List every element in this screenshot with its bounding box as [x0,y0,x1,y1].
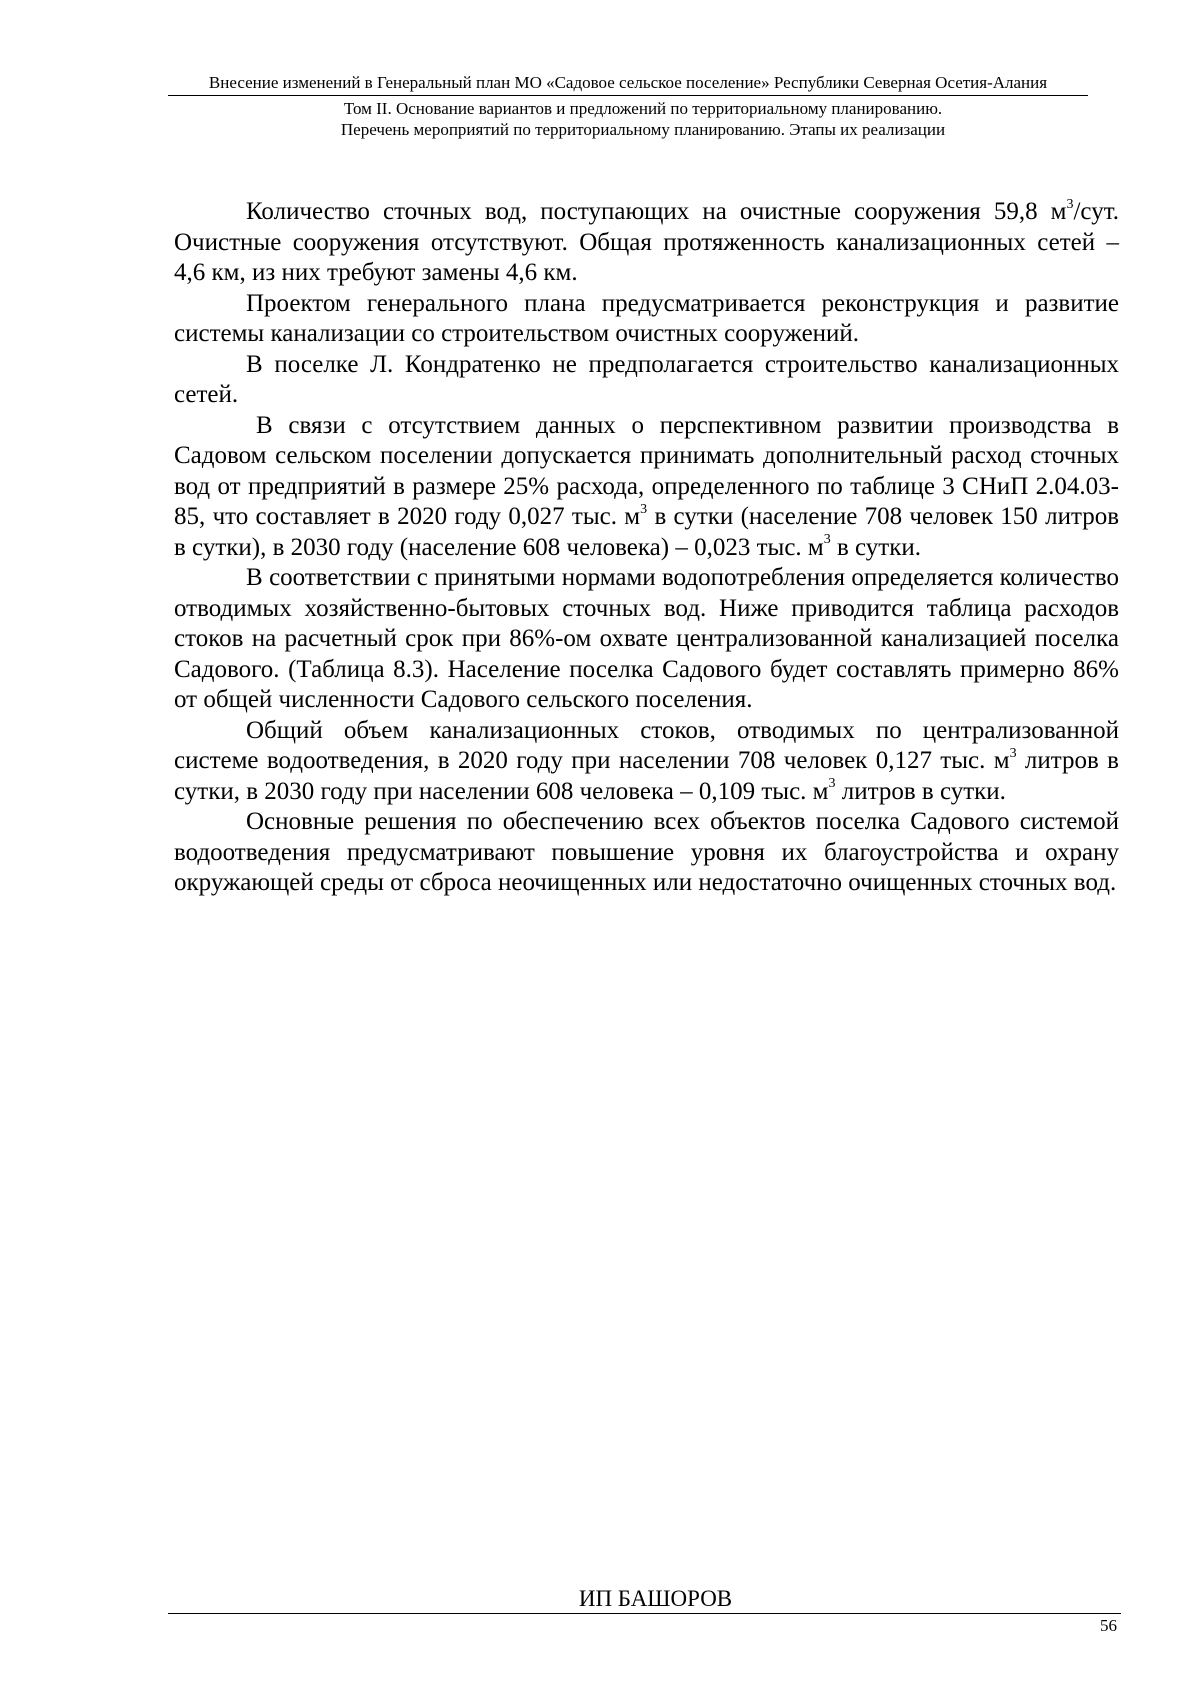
superscript: 3 [640,501,648,517]
paragraph-norms: В соответствии с принятыми нормами водопотребления определяется количество отводимых хозяйственно-бытовых сточных вод. Ниже приводится таблица расходов стоков на расчетный срок при 86%-ом охвате централизованной канализацией поселка Садового. (Таблица 8.3). Население поселка Садового будет составлять примерно 86% от общей численности Садового сельского поселения. [174,564,1119,713]
paragraph-wastewater-volume [174,197,1119,289]
paragraph-text: в сутки. [830,533,922,561]
superscript: 3 [1009,745,1017,761]
paragraph-text: /сут. Очистные сооружения отсутствуют. Общая протяженность канализационных сетей – 4,6 км, из них требуют замены 4,6 км. [174,198,1119,286]
paragraph-text: Общий объем канализационных стоков, отводимых по централизованной системе водоотведения, в 2020 году при населении 708 человек 0,127 тыс. м [174,716,1119,774]
header-subtitle-line1: Том II. Основание вариантов и предложений по территориальному планированию. [343,99,943,118]
header-divider [168,95,1088,96]
paragraph-text: литров в сутки, в 2030 году при населении 608 человека – 0,109 тыс. м [174,747,1119,805]
page-number: 56 [1100,1616,1117,1635]
paragraph-text: В связи с отсутствием данных о перспективном развитии производства в Садовом сельском поселении допускается принимать дополнительный расход сточных вод от предприятий в размере 25% расхода, определенного по таблице 3 СНиП 2.04.03-85, что составляет в 2020 году 0,027 тыс. м [174,411,1119,530]
paragraph-text: Количество сточных вод, поступающих на очистные сооружения 59,8 м [246,198,1067,225]
page-footer [168,1585,1121,1638]
paragraph-total-volume [174,716,1119,808]
document-body [174,197,1119,899]
header-subtitle-line2: Перечень мероприятий по территориальному планированию. Этапы их реализации [340,120,946,139]
superscript: 3 [828,776,836,792]
paragraph-kondratenko: В поселке Л. Кондратенко не предполагается строительство канализационных сетей. [174,350,1119,408]
superscript: 3 [1066,196,1074,212]
paragraph-industrial-discharge [174,411,1119,564]
paragraph-reconstruction: Проектом генерального плана предусматривается реконструкция и развитие системы канализации со строительством очистных сооружений. [174,289,1119,347]
footer-company: ИП БАШОРОВ [578,1586,733,1611]
paragraph-text: в сутки (население 708 человек 150 литров в сутки), в 2030 году (население 608 человека) – 0,023 тыс. м [174,503,1119,561]
paragraph-text: литров в сутки. [835,777,1006,805]
superscript: 3 [823,532,831,548]
paragraph-main-decisions: Основные решения по обеспечению всех объектов поселка Садового системой водоотведения предусматривают повышение уровня их благоустройства и охрану окружающей среды от сброса неочищенных или недостаточно очищенных сточных вод. [174,808,1119,896]
header-title: Внесение изменений в Генеральный план МО «Садовое сельское поселение» Республики Северная Осетия-Алания [208,73,1048,92]
page-header [168,72,1088,140]
